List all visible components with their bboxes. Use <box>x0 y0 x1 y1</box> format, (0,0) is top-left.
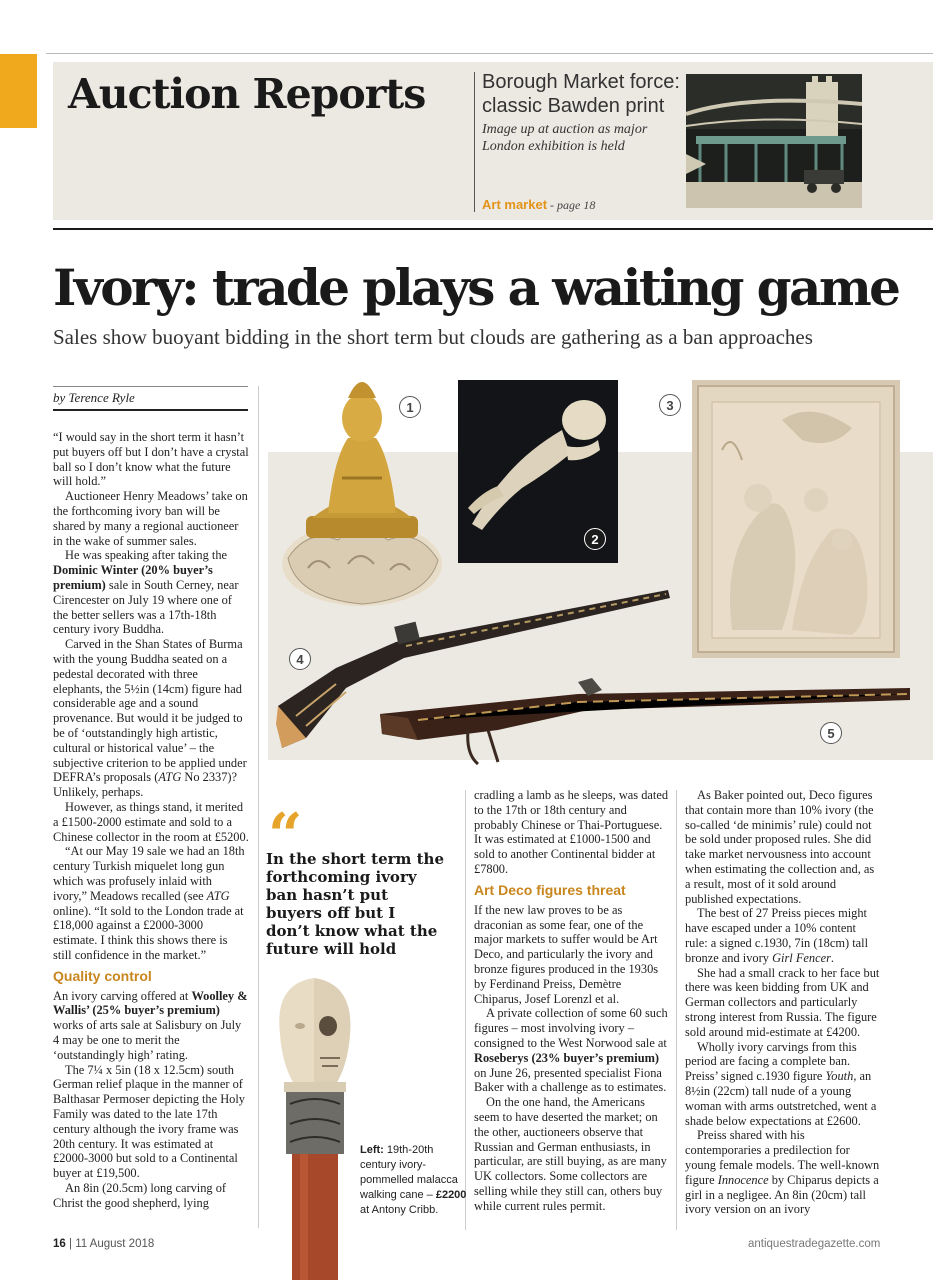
article-column-4 <box>685 788 881 1217</box>
article-column-1 <box>53 430 249 1211</box>
column-divider-3 <box>676 790 677 1230</box>
section-title: Auction Reports <box>68 70 426 118</box>
quote-mark-icon: “ <box>268 801 303 871</box>
byline: by Terence Ryle <box>53 390 135 405</box>
borough-market-print-image <box>686 74 862 208</box>
paragraph: “I would say in the short term it hasn’t put buyers off but I don’t have a crystal ball so I don’t know what the future will hold.” <box>53 430 249 489</box>
section-tab <box>0 54 37 128</box>
teaser-link-label[interactable]: Art market <box>482 197 548 212</box>
paragraph: A private collection of some 60 such figures – most involving ivory – consigned to the West Norwood sale at Roseberys (23% buyer’s premium) on June 26, presented specialist Fiona Baker with a challenge as to estimates. <box>474 1006 668 1095</box>
paragraph: As Baker pointed out, Deco figures that contain more than 10% ivory (the so-called ‘de minimis’ rule) could not be sold under proposed rules. She did take market nervousness into account when estimating the collection and, as a result, most of it sold around published expectations. <box>685 788 875 906</box>
header-rule-bottom <box>53 228 933 230</box>
paragraph: Auctioneer Henry Meadows’ take on the forthcoming ivory ban will be shared by many a regional auctioneer in the wake of summer sales. <box>53 489 248 548</box>
image-caption: Left: 19th-20th century ivory-pommelled malacca walking cane – £2200 at Antony Cribb. <box>360 1144 467 1216</box>
header-rule-top <box>46 53 933 54</box>
paragraph: Carved in the Shan States of Burma with the young Buddha seated on a pedestal decorated with three elephants, the 5½in (14cm) figure had considerable age and a sound provenance. But would it be judged to be of ‘outstandingly high artistic, cultural or historical value’ – the subjective criterion to be applied under DEFRA’s proposals (ATG No 2337)? Unlikely, perhaps. <box>53 637 247 800</box>
teaser-title[interactable]: Borough Market force: classic Bawden print <box>482 71 680 117</box>
ivory-holy-family-plaque-image <box>692 380 900 658</box>
paragraph: On the one hand, the Americans seem to have deserted the market; on the other, auctioneers observe that Russian and German enthusiasts, in particular, are still buying, as are many UK collectors. Some collectors are selling while they still can, others buy while current rules permit. <box>474 1095 667 1213</box>
article-column-3 <box>474 788 670 1214</box>
figure-number-3: 3 <box>659 394 681 416</box>
footer-page-info: 16 | 11 August 2018 <box>53 1238 155 1250</box>
paragraph: An 8in (20.5cm) long carving of Christ the good shepherd, lying <box>53 1181 227 1210</box>
byline-rule-top <box>53 386 248 387</box>
paragraph: cradling a lamb as he sleeps, was dated to the 17th or 18th century and probably Chinese or Thai-Portuguese. It was estimated at £1000-1500 and sold to another Continental bidder at £7800. <box>474 788 669 876</box>
paragraph: Wholly ivory carvings from this period are facing a complete ban. Preiss’ signed c.1930 figure Youth, an 8½in (22cm) tall nude of a young woman with arms outstretched, went a shade below expectations at £2600. <box>685 1039 877 1128</box>
teaser-divider <box>474 72 475 212</box>
teaser-subtitle: Image up at auction as major London exhibition is held <box>482 122 648 154</box>
column-divider-1 <box>258 386 259 1228</box>
paragraph: The 7¼ x 5in (18 x 12.5cm) south German relief plaque in the manner of Balthasar Permoser depicting the Holy Family was dated to the late 17th century although the ivory frame was 20th century. It was estimated at £2000-3000 but sold to a Continental buyer at £19,500. <box>53 1062 246 1181</box>
paragraph: The best of 27 Preiss pieces might have escaped under a 10% content rule: a signed c.1930, 7in (18cm) tall bronze and ivory Girl Fencer. <box>685 906 869 965</box>
inlaid-rifle-image <box>378 674 912 768</box>
footer-website-link[interactable]: antiquestradegazette.com <box>748 1238 881 1250</box>
subheading-art-deco: Art Deco figures threat <box>474 881 626 898</box>
paragraph: She had a small crack to her face but there was keen bidding from UK and German collectors and particularly strong interest from Russia. The figure sold around mid-estimate at £4200. <box>685 965 880 1039</box>
figure-number-2: 2 <box>584 528 606 550</box>
teaser-link[interactable] <box>482 197 595 213</box>
auction-house: Roseberys (23% buyer’s premium) <box>474 1050 660 1065</box>
subheading-quality-control: Quality control <box>53 967 152 984</box>
teaser-link-page: - page 18 <box>547 198 596 212</box>
issue-date: 11 August 2018 <box>75 1238 155 1250</box>
pull-quote: In the short term the forthcoming ivory ban hasn’t put buyers off but I don’t know what the future will hold <box>266 850 445 958</box>
paragraph: Preiss shared with his contemporaries a predilection for young female models. The well-known figure Innocence by Chiparus depicts a girl in a negligee. An 8in (20cm) tall ivory version on an ivory <box>685 1128 880 1217</box>
article-standfirst: Sales show buoyant bidding in the short term but clouds are gathering as a ban approaches <box>53 325 813 349</box>
byline-rule-bottom <box>53 409 248 411</box>
page-number: 16 <box>53 1238 66 1250</box>
paragraph: “At our May 19 sale we had an 18th century Turkish miquelet long gun which was profusely inlaid with ivory,” Meadows recalled (see ATG online). “It sold to the London trade at £18,000 against a £2000-3000 estimate. I think this shows there is still confidence in the market.” <box>53 844 245 962</box>
paragraph: He was speaking after taking the Dominic Winter (20% buyer’s premium) sale in South Cerney, near Cirencester on July 19 where one of the better sellers was a 17th-18th century ivory Buddha. <box>53 548 239 637</box>
figure-number-5: 5 <box>820 722 842 744</box>
paragraph: An ivory carving offered at Woolley & Wallis’ (25% buyer’s premium) works of arts sale at Salisbury on July 4 may be one to merit the ‘outstandingly high’ rating. <box>53 988 248 1062</box>
figure-number-4: 4 <box>289 648 311 670</box>
paragraph: However, as things stand, it merited a £1500-2000 estimate and sold to a Chinese collector in the room at £5200. <box>53 799 249 844</box>
paragraph: If the new law proves to be as draconian as some fear, one of the major markets to suffer would be Art Deco, and particularly the ivory and bronze figures produced in the 1930s by Ferdinand Preiss, Demètre Chiparus, Josef Lorenzl et al. <box>474 902 659 1006</box>
auction-house: Woolley & Wallis’ (25% buyer’s premium) <box>53 988 248 1018</box>
article-headline: Ivory: trade plays a waiting game <box>53 258 899 317</box>
auction-house: Dominic Winter (20% buyer’s premium) <box>53 563 213 592</box>
figure-number-1: 1 <box>399 396 421 418</box>
walking-cane-image <box>270 974 358 1280</box>
